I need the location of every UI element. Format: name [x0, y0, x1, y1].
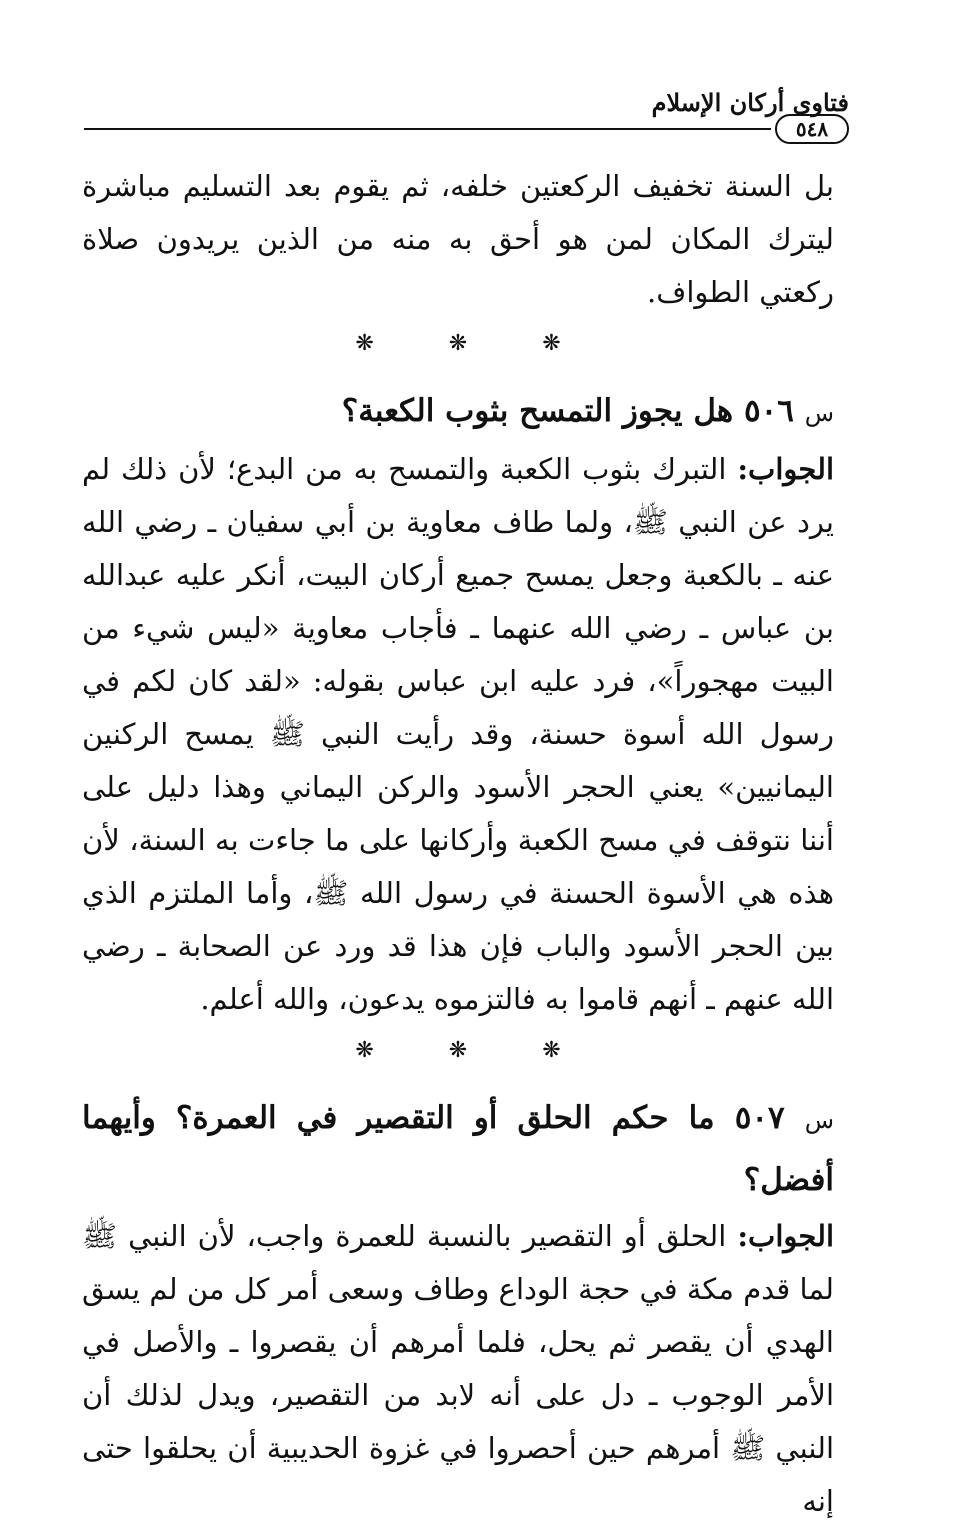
book-title: فتاوى أركان الإسلام	[651, 88, 849, 117]
question-506	[82, 381, 834, 443]
section-separator: ❋ ❋ ❋	[355, 1038, 595, 1063]
answer-507	[82, 1210, 834, 1528]
answer-text: الحلق أو التقصير بالنسبة للعمرة واجب، لأن النبي ﷺ لما قدم مكة في حجة الوداع وطاف وسعى أمر كل من لم يسق الهدي أن يقصر ثم يحل، فلما أمرهم أن يقصروا ـ والأصل في الأمر الوجوب ـ دل على أنه لابد من التقصير، ويدل لذلك أن النبي ﷺ أمرهم حين أحصروا في غزوة الحديبية أن يحلقوا حتى إنه	[82, 1219, 834, 1518]
answer-506	[82, 443, 834, 1026]
question-number: ٥٠٦	[743, 393, 794, 429]
page-header	[84, 88, 849, 140]
question-number: ٥٠٧	[734, 1100, 785, 1136]
page-number: ٥٤٨	[775, 114, 849, 144]
answer-label: الجواب:	[737, 1219, 835, 1253]
question-507	[82, 1088, 834, 1210]
question-text: ما حكم الحلق أو التقصير في العمرة؟ وأيهما أفضل؟	[82, 1100, 834, 1198]
question-marker: س	[804, 1106, 835, 1134]
answer-label: الجواب:	[737, 452, 835, 486]
header-rule	[84, 128, 771, 130]
page-body	[82, 160, 834, 1528]
question-marker: س	[804, 399, 834, 427]
question-text: هل يجوز التمسح بثوب الكعبة؟	[341, 393, 734, 429]
answer-text: التبرك بثوب الكعبة والتمسح به من البدع؛ لأن ذلك لم يرد عن النبي ﷺ، ولما طاف معاوية بن أبي سفيان ـ رضي الله عنه ـ بالكعبة وجعل يمسح جميع أركان البيت، أنكر عليه عبدالله بن عباس ـ رضي الله عنهما ـ فأجاب معاوية «ليس شيء من البيت مهجوراً»، فرد عليه ابن عباس بقوله: «لقد كان لكم في رسول الله أسوة حسنة، وقد رأيت النبي ﷺ يمسح الركنين اليمانيين» يعني الحجر الأسود والركن اليماني وهذا دليل على أننا نتوقف في مسح الكعبة وأركانها على ما جاءت به السنة، لأن هذه هي الأسوة الحسنة في رسول الله ﷺ، وأما الملتزم الذي بين الحجر الأسود والباب فإن هذا قد ورد عن الصحابة ـ رضي الله عنهم ـ أنهم قاموا به فالتزموه يدعون، والله أعلم.	[82, 452, 834, 1016]
intro-paragraph: بل السنة تخفيف الركعتين خلفه، ثم يقوم بعد التسليم مباشرة ليترك المكان لمن هو أحق به منه من الذين يريدون صلاة ركعتي الطواف.	[82, 169, 834, 309]
section-separator: ❋ ❋ ❋	[355, 331, 595, 356]
